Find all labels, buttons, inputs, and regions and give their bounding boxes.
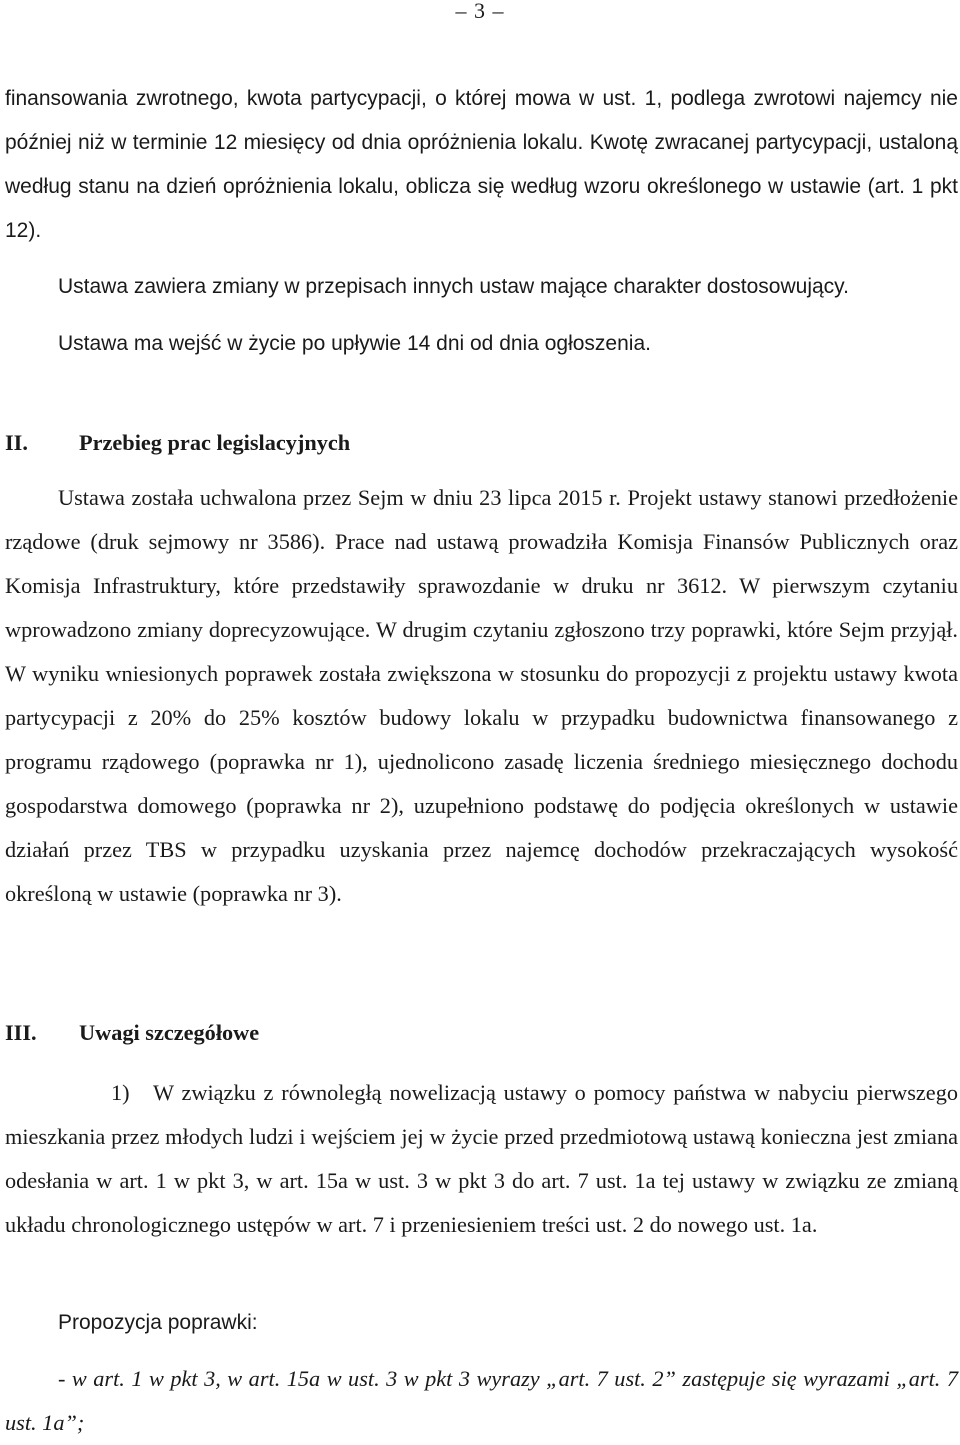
item-text: W związku z równoległą nowelizacją ustawy o pomocy państwa w nabyciu pierwszego mieszkania przez młodych ludzi i wejściem jej w życie przed przedmiotową ustawą konieczna jest zmiana odesłania w art. 1 w pkt 3, w art. 15a w ust. 3 w pkt 3 do art. 7 ust. 1a tej ustawy w związku ze zmianą układu chronologicznego ustępów w art. 7 i przeniesieniem treści ust. 2 do nowego ust. 1a. [5, 1080, 958, 1237]
amendment-results-text: W wyniku wniesionych poprawek została zwiększona w stosunku do propozycji z projektu ustawy kwota partycypacji z 20% do 25% kosztów budowy lokalu w przypadku budownictwa finansowanego z programu rządowego (poprawka nr 1), ujednolicono zasadę liczenia średniego miesięcznego dochodu gospodarstwa domowego (poprawka nr 2), uzupełniono podstawę do podjęcia określonych w ustawie działań przez TBS w przypadku uzyskania przez najemcę dochodów przekraczających wysokość określoną w ustawie (poprawka nr 3). [5, 661, 958, 906]
section-title: Uwagi szczegółowe [79, 1020, 260, 1045]
proposal-text: - w art. 1 w pkt 3, w art. 15a w ust. 3 w pkt 3 wyrazy „art. 7 ust. 2” zastępuje się wyrazami „art. 7 ust. 1a”; [5, 1366, 958, 1435]
section-heading-2 [5, 430, 350, 456]
paragraph-refund: finansowania zwrotnego, kwota partycypacji, o której mowa w ust. 1, podlega zwrotowi najemcy nie później niż w terminie 12 miesięcy od dnia opróżnienia lokalu. Kwotę zwracanej partycypacji, ustaloną według stanu na dzień opróżnienia lokalu, oblicza się według wzoru określonego w ustawie (art. 1 pkt 12). [5, 87, 958, 242]
paragraph-amendments: Ustawa zawiera zmiany w przepisach innych ustaw mające charakter dostosowujący. [58, 275, 849, 298]
section-heading-3 [5, 1020, 259, 1046]
section-number: III. [5, 1020, 37, 1045]
section-number: II. [5, 430, 28, 455]
item-number: 1) [111, 1080, 130, 1105]
paragraph-legislative-process [5, 476, 958, 916]
proposal-label: Propozycja poprawki: [58, 1311, 258, 1334]
paragraph-entry-into-force: Ustawa ma wejść w życie po upływie 14 dni od dnia ogłoszenia. [58, 332, 651, 355]
section-title: Przebieg prac legislacyjnych [79, 430, 351, 455]
page-number: – 3 – [455, 0, 505, 23]
detailed-remark-1 [5, 1071, 958, 1247]
legislative-text: Ustawa została uchwalona przez Sejm w dniu 23 lipca 2015 r. Projekt ustawy stanowi przedłożenie rządowe (druk sejmowy nr 3586). Prace nad ustawą prowadziła Komisja Finansów Publicznych oraz Komisja Infrastruktury, które przedstawiły sprawozdanie w druku nr 3612. W pierwszym czytaniu wprowadzono zmiany doprecyzowujące. W drugim czytaniu zgłoszono trzy poprawki, które Sejm przyjął. [5, 485, 958, 642]
